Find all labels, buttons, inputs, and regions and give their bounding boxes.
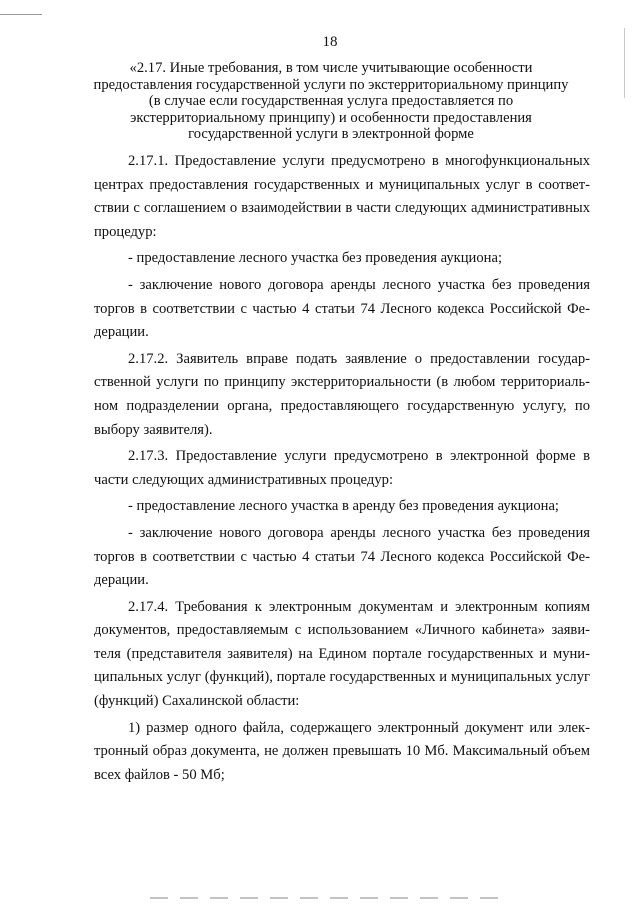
list-item: - предоставление лесного участка в аренду без проведения аукциона;: [128, 498, 559, 515]
scan-edge-mark: [624, 28, 625, 98]
document-body: [94, 150, 590, 790]
scan-edge-mark: [0, 14, 42, 15]
scan-edge-mark: [150, 897, 510, 899]
paragraph-2-17-1: 2.17.1. Предоставление услуги предусмотрено в многофункциональных центрах предоставления государственных и муниципальных услуг в соответствии с соглашением о взаимодействии в части следующих административных процедур:: [94, 153, 590, 240]
paragraph-2-17-4: 2.17.4. Требования к электронным документам и электронным копиям документов, предоставляемым с использованием «Личного кабинета» заявителя (представителя заявителя) на Едином портале государственных и муниципальных услуг (функций), портале государственных и муниципальных услуг (функций) Сахалинской области:: [94, 598, 590, 710]
heading-line: «2.17. Иные требования, в том числе учитывающие особенности: [129, 60, 533, 76]
list-item: - заключение нового договора аренды лесного участка без проведения торгов в соответствии с частью 4 статьи 74 Лесного кодекса Российской Федерации.: [94, 524, 590, 589]
list-item: - предоставление лесного участка без проведения аукциона;: [128, 250, 503, 267]
list-item: 1) размер одного файла, содержащего электронный документ или электронный образ документа, не должен превышать 10 Мб. Максимальный объем всех файлов - 50 Мб;: [94, 719, 590, 783]
list-item: - заключение нового договора аренды лесного участка без проведения торгов в соответствии с частью 4 статьи 74 Лесного кодекса Российской Федерации.: [94, 276, 590, 341]
paragraph-2-17-3: 2.17.3. Предоставление услуги предусмотрено в электронной форме в части следующих административных процедур:: [94, 448, 590, 488]
paragraph-2-17-2: 2.17.2. Заявитель вправе подать заявление о предоставлении государственной услуги по принципу экстерриториальности (в любом территориальном подразделении органа, предоставляющего государственную услугу, по выбору заявителя).: [94, 350, 590, 438]
heading-line: государственной услуги в электронной форме: [188, 126, 474, 143]
heading-line: предоставления государственной услуги по экстерриториальному принципу: [93, 76, 569, 93]
heading-line: экстерриториальному принципу) и особенности предоставления: [130, 109, 532, 126]
heading-line: (в случае если государственная услуга предоставляется по: [148, 93, 514, 110]
section-heading: [86, 60, 576, 143]
page-number: 18: [322, 34, 338, 50]
